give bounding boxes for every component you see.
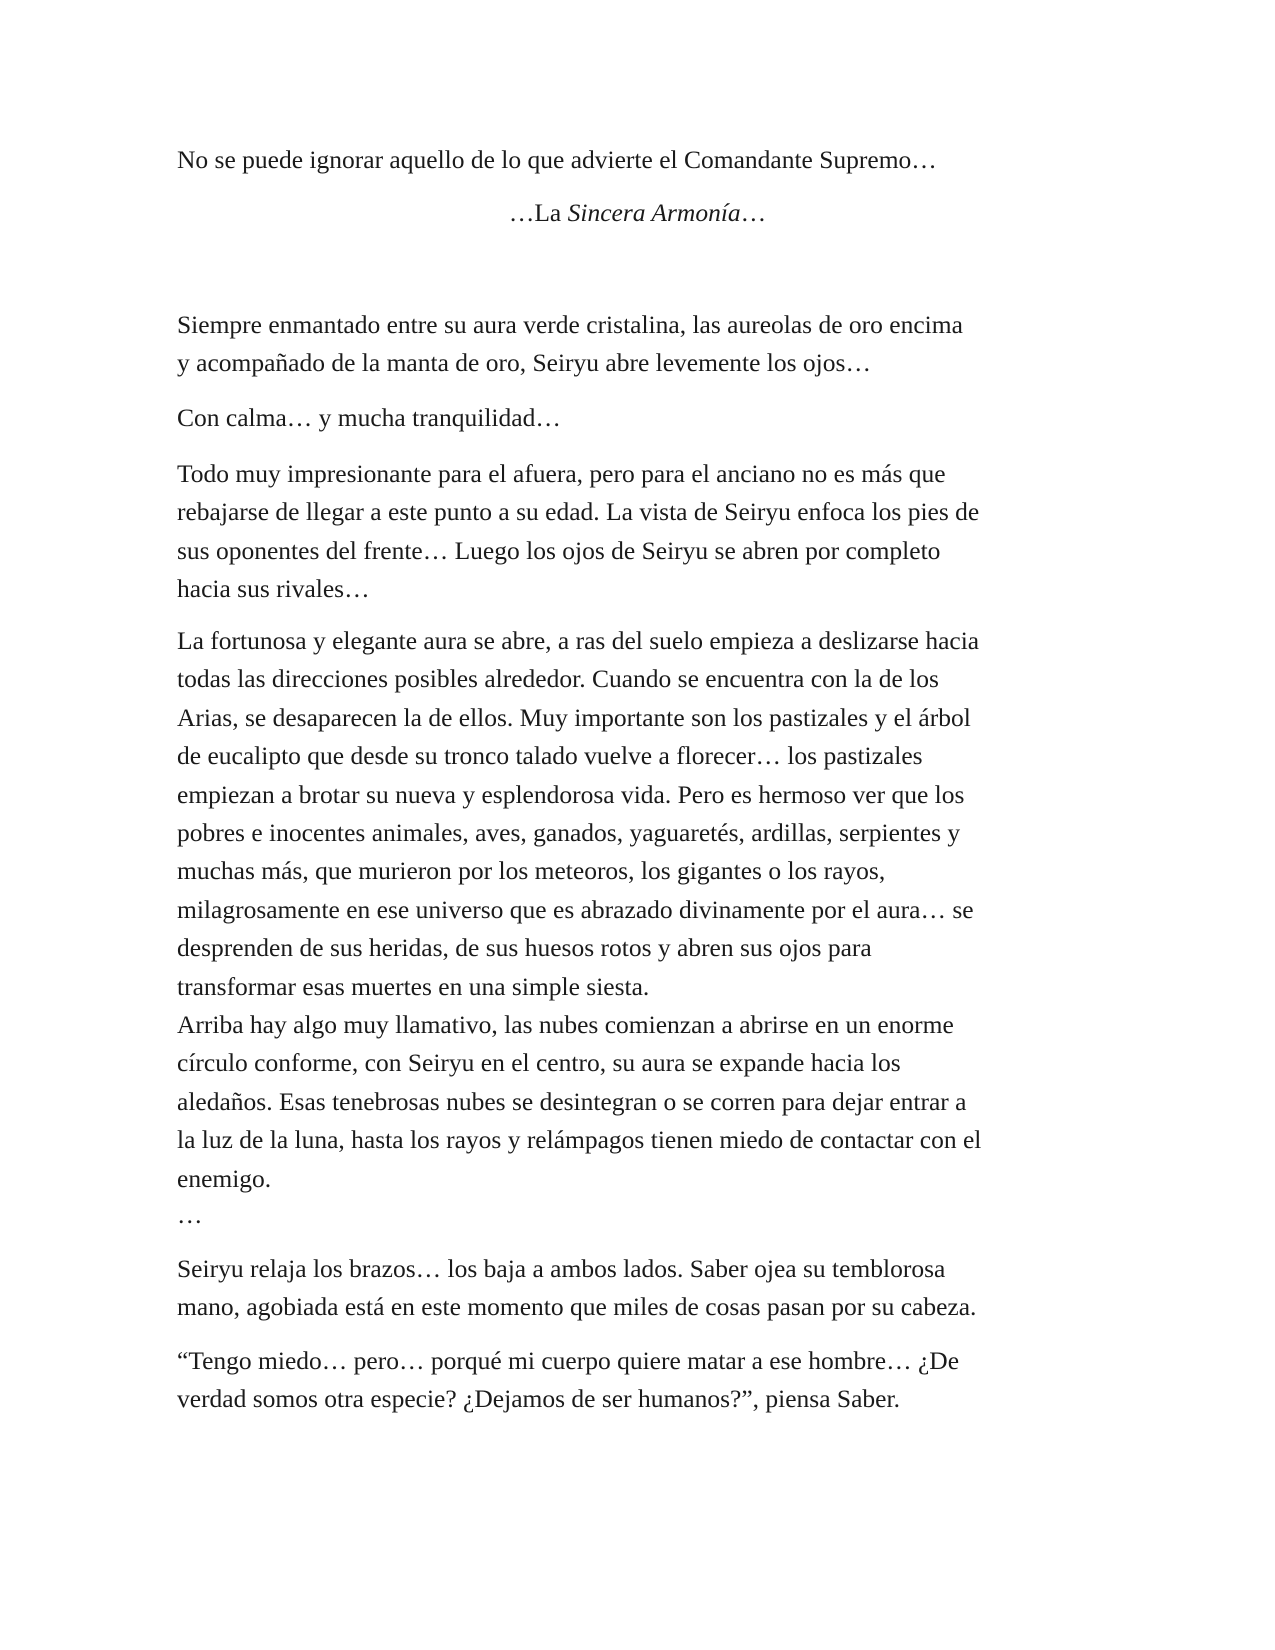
paragraph-3: Todo muy impresionante para el afuera, pero para el anciano no es más que rebajarse de llegar a este punto a su edad. La vista de Seiryu enfoca los pies de sus oponentes del frente… Luego los ojos de Seiryu se abren por completo hacia sus rivales… [177, 459, 980, 604]
paragraph-1: Siempre enmantado entre su aura verde cristalina, las aureolas de oro encima y acompañado de la manta de oro, Seiryu abre levemente los ojos… [177, 310, 963, 378]
paragraph-5: Seiryu relaja los brazos… los baja a ambos lados. Saber ojea su temblorosa mano, agobiada está en este momento que miles de cosas pasan por su cabeza. [177, 1254, 977, 1322]
ellipsis-separator: … [177, 1200, 203, 1229]
section-subtitle [0, 194, 1275, 232]
subtitle-prefix: …La [508, 198, 568, 227]
subtitle-italic: Sincera Armonía [567, 198, 741, 227]
paragraph-6: “Tengo miedo… pero… porqué mi cuerpo quiere matar a ese hombre… ¿De verdad somos otra especie? ¿Dejamos de ser humanos?”, piensa Saber. [177, 1346, 960, 1414]
paragraph-4: La fortunosa y elegante aura se abre, a ras del suelo empieza a deslizarse hacia todas las direcciones posibles alrededor. Cuando se encuentra con la de los Arias, se desaparecen la de ellos. Muy importante son los pastizales y el árbol de eucalipto que desde su tronco talado vuelve a florecer… los pastizales empiezan a brotar su nueva y esplendorosa vida. Pero es hermoso ver que los pobres e inocentes animales, aves, ganados, yaguaretés, ardillas, serpientes y muchas más, que murieron por los meteoros, los gigantes o los rayos, milagrosamente en ese universo que es abrazado divinamente por el aura… se desprenden de sus heridas, de sus huesos rotos y abren sus ojos para transformar esas muertes en una simple siesta. Arriba hay algo muy llamativo, las nubes comienzan a abrirse en un enorme círculo conforme, con Seiryu en el centro, su aura se expande hacia los aledaños. Esas tenebrosas nubes se desintegran o se corren para dejar entrar a la luz de la luna, hasta los rayos y relámpagos tienen miedo de contactar con el enemigo. [177, 626, 982, 1193]
intro-line: No se puede ignorar aquello de lo que advierte el Comandante Supremo… [177, 145, 937, 174]
subtitle-suffix: … [740, 198, 767, 227]
paragraph-2: Con calma… y mucha tranquilidad… [177, 403, 561, 432]
